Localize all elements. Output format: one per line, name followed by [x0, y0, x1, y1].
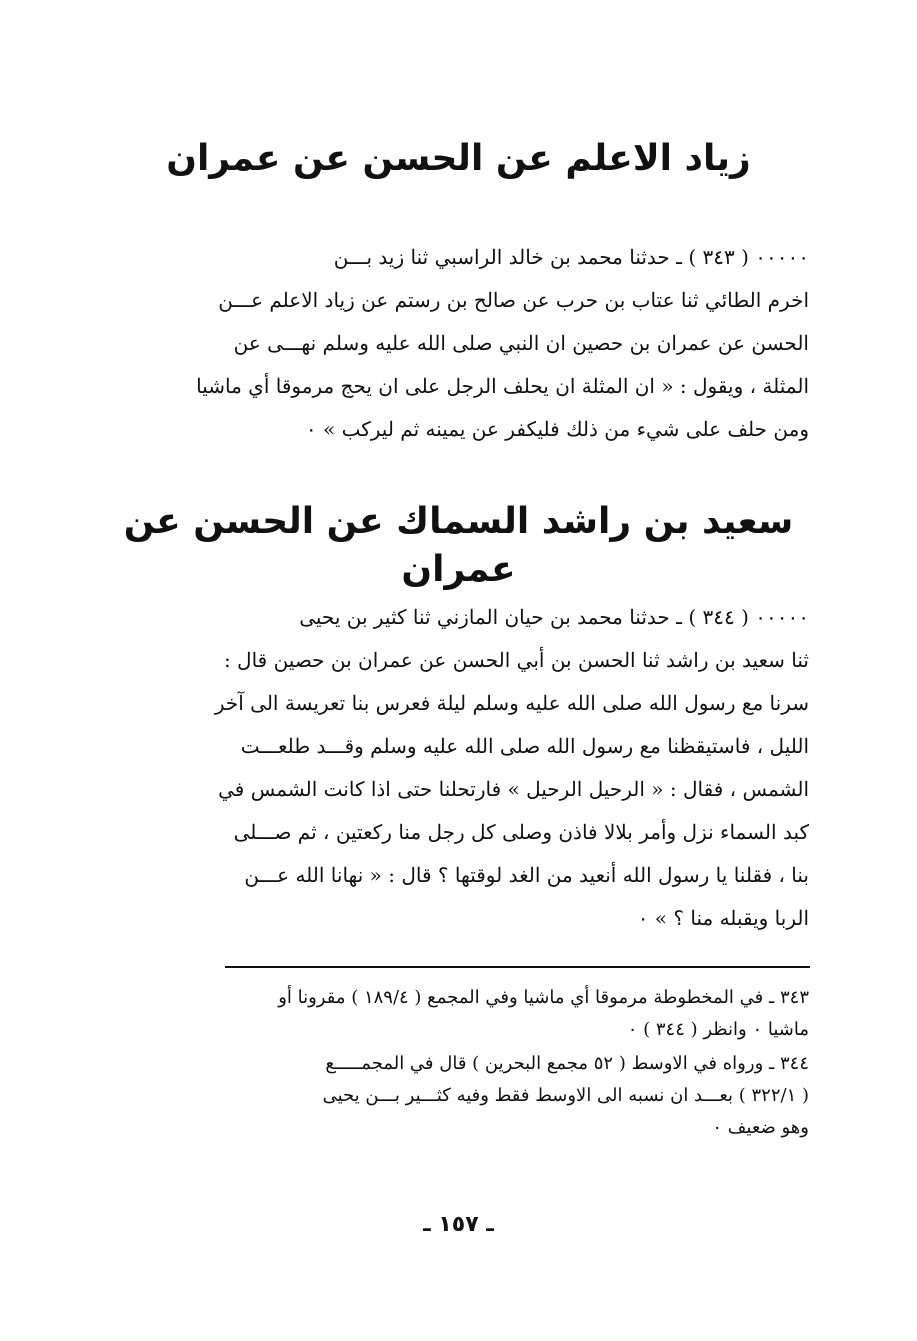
text-line: ثنا سعيد بن راشد ثنا الحسن بن أبي الحسن عن عمران بن حصين قال : [223, 648, 809, 672]
text-line: ومن حلف على شيء من ذلك فليكفر عن يمينه ثم ليركب » ٠ [305, 417, 809, 441]
footnote-line: ماشيا ٠ وانظر ( ٣٤٤ ) ٠ [627, 1019, 809, 1040]
text-line: المثلة ، ويقول : « ان المثلة ان يحلف الرجل على ان يحج مرموقا أي ماشيا [196, 374, 809, 398]
page-number: ـ ١٥٧ ـ [423, 1212, 494, 1237]
text-line: الليل ، فاستيقظنا مع رسول الله صلى الله عليه وسلم وقـــد طلعـــت [240, 734, 809, 758]
section-2-text [109, 596, 809, 940]
text-line: بنا ، فقلنا يا رسول الله أنعيد من الغد لوقتها ؟ قال : « نهانا الله عـــن [244, 863, 809, 887]
text-line: ٠٠٠٠٠ ( ٣٤٣ ) ـ حدثنا محمد بن خالد الراسبي ثنا زيد بـــن [333, 245, 809, 269]
text-line: الشمس ، فقال : « الرحيل الرحيل » فارتحلنا حتى اذا كانت الشمس في [218, 777, 809, 801]
section-2-title: سعيد بن راشد السماك عن الحسن عن عمران [123, 501, 794, 590]
text-line: الربا ويقبله منا ؟ » ٠ [637, 906, 809, 930]
footnote-343 [109, 982, 809, 1046]
text-line: ٠٠٠٠٠ ( ٣٤٤ ) ـ حدثنا محمد بن حيان المازني ثنا كثير بن يحيى [299, 605, 809, 629]
text-line: اخرم الطائي ثنا عتاب بن حرب عن صالح بن رستم عن زياد الاعلم عـــن [218, 288, 809, 312]
text-line: سرنا مع رسول الله صلى الله عليه وسلم ليلة فعرس بنا تعريسة الى آخر [214, 691, 809, 715]
text-line: الحسن عن عمران بن حصين ان النبي صلى الله عليه وسلم نهـــى عن [233, 331, 809, 355]
section-1-text [109, 236, 809, 451]
footnote-divider [225, 966, 810, 968]
text-line: كبد السماء نزل وأمر بلالا فاذن وصلى كل رجل منا ركعتين ، ثم صـــلى [233, 820, 809, 844]
section-1-title: زياد الاعلم عن الحسن عن عمران [166, 138, 751, 179]
footnote-344 [109, 1048, 809, 1144]
footnote-line: ٣٤٤ ـ ورواه في الاوسط ( ٥٢ مجمع البحرين ) قال في المجمـــــع [325, 1053, 809, 1074]
footnote-line: وهو ضعيف ٠ [712, 1117, 809, 1138]
footnote-line: ٣٤٣ ـ في المخطوطة مرموقا أي ماشيا وفي المجمع ( ١٨٩/٤ ) مقرونا أو [278, 987, 809, 1008]
footnote-line: ( ٣٢٢/١ ) بعـــد ان نسبه الى الاوسط فقط وفيه كثـــير بـــن يحيى [322, 1085, 809, 1106]
